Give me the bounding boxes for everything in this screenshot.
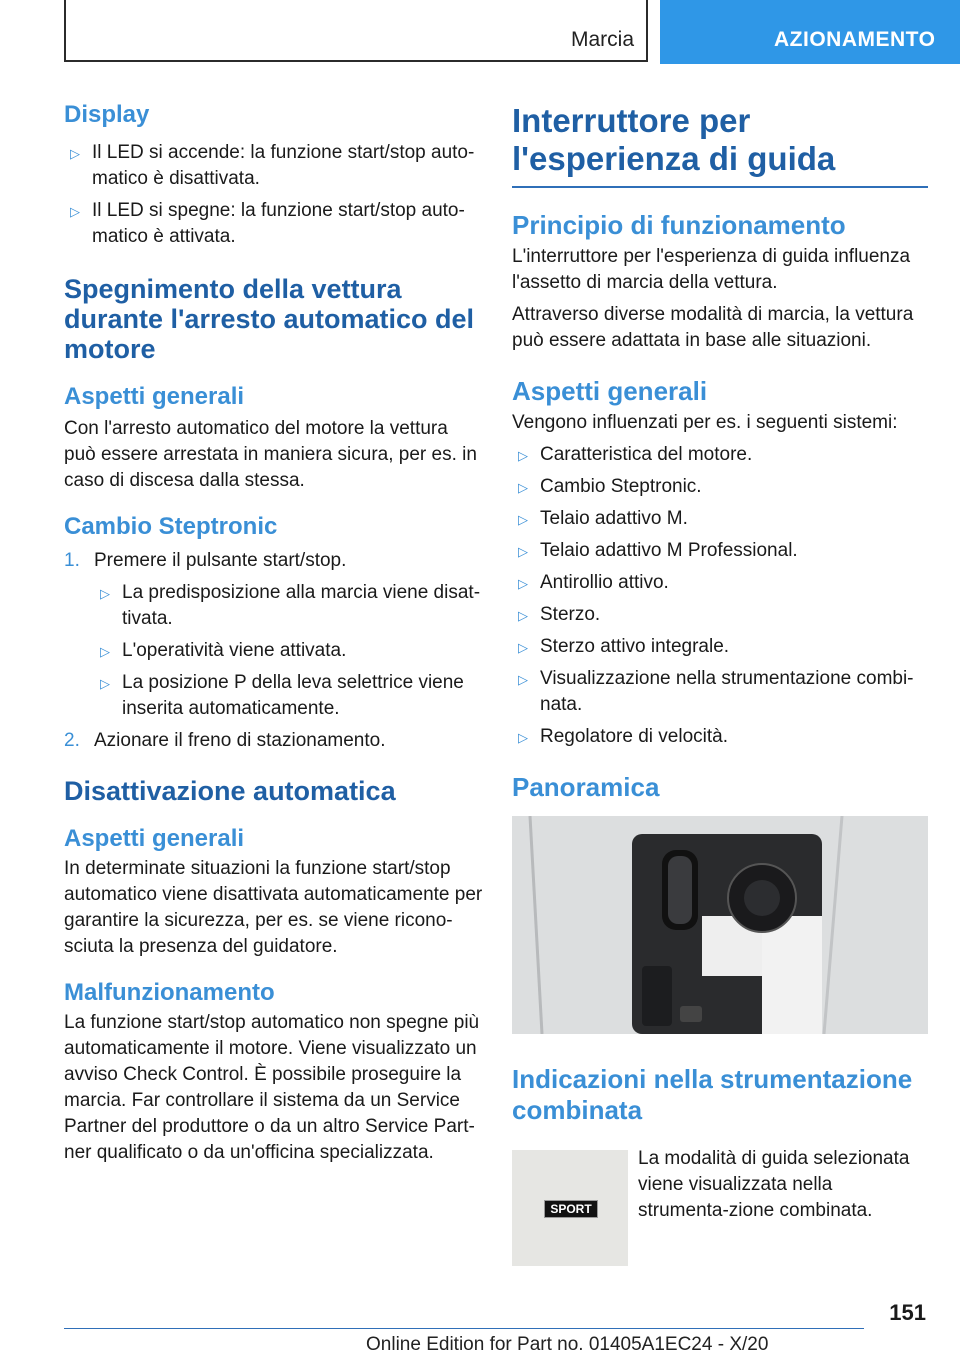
header-section-box bbox=[64, 0, 648, 62]
indicazioni-text: La modalità di guida selezionata viene visualizzata nella strumenta-zione combinata. bbox=[638, 1148, 910, 1221]
aspetti-generali-heading: Aspetti generali bbox=[64, 825, 245, 852]
display-heading: Display bbox=[64, 101, 150, 128]
steps-list bbox=[64, 548, 484, 754]
principio-heading: Principio di funzionamento bbox=[512, 210, 846, 240]
title-divider bbox=[512, 186, 928, 188]
step-number: 1. bbox=[64, 550, 80, 571]
list-item: ▷ Regolatore di velocità. bbox=[512, 724, 928, 750]
page-title: Interruttore per l'esperienza di guida bbox=[512, 102, 836, 177]
header-chapter-tab bbox=[660, 0, 960, 64]
right-column bbox=[512, 102, 928, 1126]
list-item: ▷ Visualizzazione nella strumentazione combi- nata. bbox=[518, 668, 914, 715]
principio-text-1: L'interruttore per l'esperienza di guida influenza l'assetto di marcia della vettura. bbox=[512, 246, 911, 293]
systems-list bbox=[512, 442, 928, 750]
list-item: ▷ Sterzo attivo integrale. bbox=[512, 634, 928, 660]
aspetti-generali-heading: Aspetti generali bbox=[512, 376, 708, 406]
gear-selector-illustration bbox=[512, 816, 928, 1034]
aspetti-intro: Vengono influenzati per es. i seguenti sistemi: bbox=[512, 412, 898, 433]
malfunzionamento-text: La funzione start/stop automatico non spegne più automaticamente il motore. Viene visualizzato un avviso Check Control. È possibile proseguire la marcia. Far controllare il sistema da un Service Partner del produttore o da un altro Service Part-ner qualificato o da un'officina specializzata. bbox=[64, 1012, 480, 1163]
list-item: ▷ Il LED si accende: la funzione start/stop auto- matico è disattivata. bbox=[70, 142, 475, 189]
triangle-marker-icon: ▷ bbox=[100, 676, 110, 691]
step-number: 2. bbox=[64, 730, 80, 751]
list-item: ▷ Sterzo. bbox=[512, 602, 928, 628]
gear-selector-photo bbox=[512, 816, 928, 1034]
header-section-label: Marcia bbox=[570, 28, 634, 51]
list-item: ▷ L'operatività viene attivata. bbox=[94, 638, 484, 664]
sport-display-image bbox=[512, 1150, 628, 1266]
triangle-marker-icon: ▷ bbox=[518, 640, 528, 655]
triangle-marker-icon: ▷ bbox=[518, 512, 528, 527]
indicazioni-heading: Indicazioni nella strumentazione combinata bbox=[512, 1064, 913, 1125]
left-column bbox=[64, 96, 484, 1166]
triangle-marker-icon: ▷ bbox=[518, 544, 528, 559]
step-item: 1. Premere il pulsante start/stop. ▷ La predisposizione alla marcia viene disat- tivata. ▷ L'operatività viene attivata. ▷ La posizione P della leva selettrice viene inserita automaticamente. bbox=[64, 548, 484, 722]
triangle-marker-icon: ▷ bbox=[518, 576, 528, 591]
disattivazione-text: In determinate situazioni la funzione start/stop automatico viene disattivata automaticamente per garantire la sicurezza, per es. se viene ricono-sciuta la presenza del guidatore. bbox=[64, 858, 483, 957]
cambio-steptronic-heading: Cambio Steptronic bbox=[64, 513, 278, 540]
sport-badge: SPORT bbox=[544, 1200, 598, 1218]
list-item: ▷ Telaio adattivo M Professional. bbox=[512, 538, 928, 564]
triangle-marker-icon: ▷ bbox=[518, 672, 528, 687]
list-item: ▷ Cambio Steptronic. bbox=[512, 474, 928, 500]
display-list bbox=[64, 140, 484, 250]
panoramica-heading: Panoramica bbox=[512, 772, 660, 802]
triangle-marker-icon: ▷ bbox=[518, 730, 528, 745]
triangle-marker-icon: ▷ bbox=[518, 448, 528, 463]
triangle-marker-icon: ▷ bbox=[70, 204, 80, 219]
step-sublist bbox=[94, 580, 484, 722]
triangle-marker-icon: ▷ bbox=[70, 146, 80, 161]
disattivazione-heading: Disattivazione automatica bbox=[64, 776, 396, 806]
header-chapter-label: AZIONAMENTO bbox=[774, 28, 936, 51]
step-item: 2. Azionare il freno di stazionamento. bbox=[64, 728, 484, 754]
malfunzionamento-heading: Malfunzionamento bbox=[64, 979, 275, 1006]
list-item: ▷ Antirollio attivo. bbox=[512, 570, 928, 596]
principio-text-2: Attraverso diverse modalità di marcia, la vettura può essere adattata in base alle situazioni. bbox=[512, 304, 914, 351]
footer-edition: Online Edition for Part no. 01405A1EC24 - X/20 bbox=[366, 1334, 769, 1355]
page-number: 151 bbox=[889, 1300, 926, 1325]
spegnimento-text: Con l'arresto automatico del motore la vettura può essere arrestata in maniera sicura, per es. in caso di discesa dalla stessa. bbox=[64, 418, 477, 491]
footer-divider bbox=[64, 1328, 864, 1329]
list-item: ▷ La posizione P della leva selettrice viene inserita automaticamente. bbox=[100, 672, 464, 719]
triangle-marker-icon: ▷ bbox=[100, 586, 110, 601]
list-item: ▷ Telaio adattivo M. bbox=[512, 506, 928, 532]
triangle-marker-icon: ▷ bbox=[518, 480, 528, 495]
triangle-marker-icon: ▷ bbox=[518, 608, 528, 623]
list-item: ▷ La predisposizione alla marcia viene disat- tivata. bbox=[100, 582, 481, 629]
list-item: ▷ Caratteristica del motore. bbox=[512, 442, 928, 468]
triangle-marker-icon: ▷ bbox=[100, 644, 110, 659]
list-item: ▷ Il LED si spegne: la funzione start/stop auto- matico è attivata. bbox=[70, 200, 465, 247]
aspetti-generali-heading: Aspetti generali bbox=[64, 383, 245, 410]
spegnimento-heading: Spegnimento della vettura durante l'arresto automatico del motore bbox=[64, 274, 475, 364]
